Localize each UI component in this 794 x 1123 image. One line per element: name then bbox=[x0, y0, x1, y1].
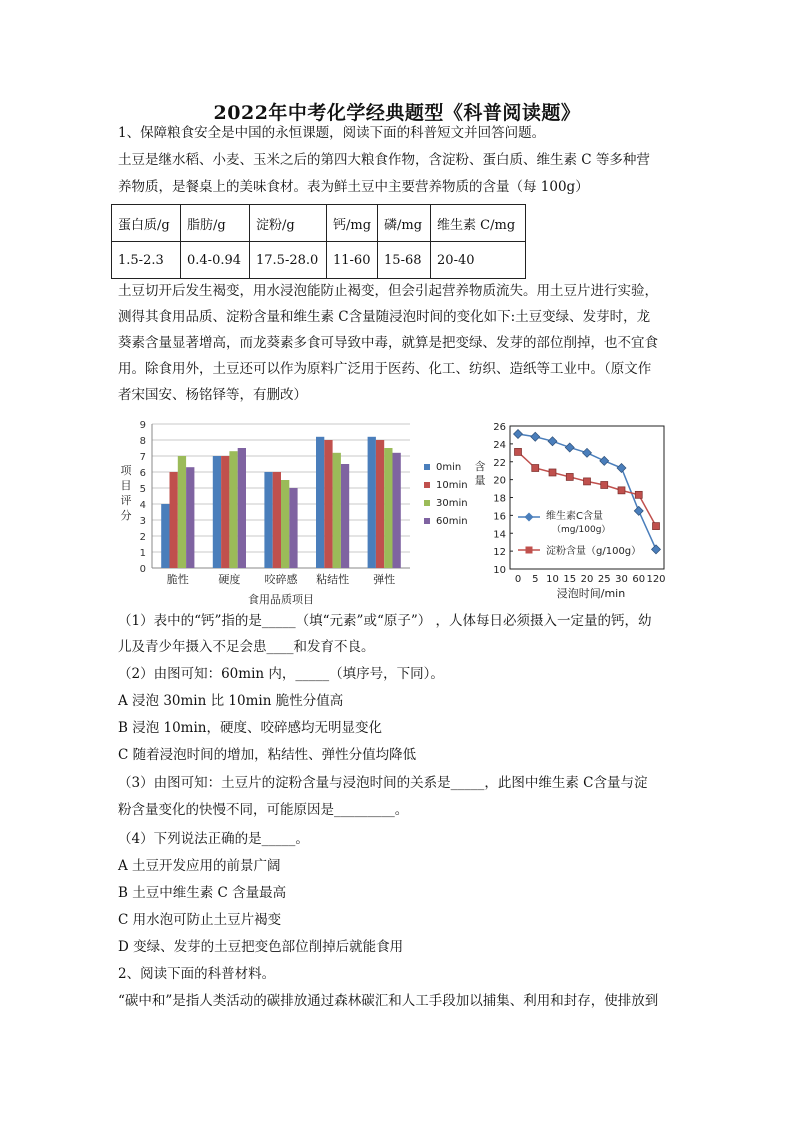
bar bbox=[316, 437, 324, 568]
line-x-tick-label: 0 bbox=[514, 574, 522, 585]
bar-y-axis-label-char: 评 bbox=[120, 494, 132, 507]
bar-y-tick-label: 1 bbox=[139, 548, 146, 559]
table-cell: 17.5-28.0 bbox=[250, 242, 327, 279]
line-point bbox=[634, 506, 643, 515]
bar bbox=[273, 472, 281, 568]
line-legend-marker bbox=[526, 547, 533, 554]
line-x-tick-label: 15 bbox=[563, 574, 577, 585]
line-point bbox=[515, 448, 522, 455]
q1-sub2-option-b: B 浸泡 10min，硬度、咬碎感均无明显变化 bbox=[118, 720, 382, 736]
table-cell: 11-60 bbox=[327, 242, 378, 279]
bar-chart bbox=[112, 414, 472, 606]
line-point bbox=[601, 481, 608, 488]
bar bbox=[368, 437, 376, 568]
q1-para2-line4: 用。除食用外，土豆还可以作为原料广泛用于医药、化工、纺织、造纸等工业中。（原文作 bbox=[118, 361, 652, 377]
bar bbox=[341, 464, 349, 568]
bar bbox=[229, 451, 237, 568]
q1-sub3-line1: （3）由图可知：土豆片的淀粉含量与浸泡时间的关系是_____，此图中维生素 C含量与淀 bbox=[118, 775, 648, 791]
bar-y-axis-label-char: 项 bbox=[120, 464, 132, 477]
bar bbox=[393, 453, 401, 568]
bar bbox=[376, 440, 384, 568]
line-point bbox=[617, 464, 626, 473]
bar-legend-label: 10min bbox=[436, 480, 468, 491]
bar-legend-swatch bbox=[424, 464, 430, 470]
q1-sub4-option-c: C 用水泡可防止土豆片褐变 bbox=[118, 912, 282, 928]
bar-legend-swatch bbox=[424, 500, 430, 506]
bar-category-label: 粘结性 bbox=[316, 573, 350, 586]
bar bbox=[170, 472, 178, 568]
line-y-tick-label: 22 bbox=[493, 457, 506, 469]
line-point bbox=[584, 478, 591, 485]
q1-sub4-option-d: D 变绿、发芽的土豆把变色部位削掉后就能食用 bbox=[118, 939, 404, 955]
line-x-tick-label: 25 bbox=[597, 574, 611, 585]
bar-y-tick-label: 2 bbox=[139, 532, 146, 543]
q1-sub1-line1: （1）表中的“钙”指的是_____（填“元素”或“原子”） ，人体每日必须摄入一定量的钙，幼 bbox=[118, 613, 652, 629]
bar-legend-swatch bbox=[424, 482, 430, 488]
line-x-tick-label: 120 bbox=[646, 574, 666, 585]
line-y-tick-label: 18 bbox=[493, 493, 506, 505]
bar bbox=[333, 453, 341, 568]
bar-legend-label: 30min bbox=[436, 498, 468, 509]
line-legend-marker bbox=[525, 513, 534, 522]
q1-para2-line1: 土豆切开后发生褐变，用水浸泡能防止褐变，但会引起营养物质流失。用土豆片进行实验， bbox=[118, 283, 658, 299]
bar bbox=[213, 456, 221, 568]
table-header-row bbox=[112, 205, 526, 242]
line-y-tick-label: 16 bbox=[493, 511, 506, 523]
line-point bbox=[618, 487, 625, 494]
line-x-axis-label: 浸泡时间/min bbox=[556, 587, 626, 600]
bar bbox=[289, 488, 297, 568]
nutrition-table bbox=[111, 204, 526, 279]
bar-y-tick-label: 4 bbox=[139, 500, 146, 511]
line-y-tick-label: 12 bbox=[493, 547, 506, 559]
q1-sub2-option-c: C 随着浸泡时间的增加，粘结性、弹性分值均降低 bbox=[118, 747, 417, 763]
line-y-tick-label: 20 bbox=[493, 475, 506, 487]
bar-y-tick-label: 9 bbox=[139, 420, 146, 431]
bar bbox=[221, 456, 229, 568]
line-point bbox=[548, 437, 557, 446]
line-point bbox=[532, 465, 539, 472]
bar-y-tick-label: 8 bbox=[139, 436, 146, 447]
q1-sub4: （4）下列说法正确的是_____。 bbox=[118, 831, 309, 847]
line-y-tick-label: 10 bbox=[493, 565, 506, 576]
q1-para2-line5: 者宋国安、杨铭铎等，有删改） bbox=[118, 387, 307, 403]
line-x-tick-label: 60 bbox=[632, 574, 646, 585]
bar bbox=[281, 480, 289, 568]
line-legend-unit: （mg/100g） bbox=[552, 525, 611, 535]
line-point bbox=[565, 443, 574, 452]
line-y-tick-label: 14 bbox=[493, 529, 506, 541]
bar-legend-label: 60min bbox=[436, 516, 468, 527]
bar-x-axis-label: 食用品质项目 bbox=[248, 593, 314, 606]
bar-y-tick-label: 6 bbox=[139, 468, 146, 479]
bar-category-label: 脆性 bbox=[166, 573, 189, 586]
table-cell: 15-68 bbox=[378, 242, 431, 279]
line-x-tick-label: 30 bbox=[615, 574, 628, 585]
bar-y-axis-label-char: 目 bbox=[120, 479, 132, 492]
q1-para2-line3: 葵素含量显著增高，而龙葵素多食可导致中毒，就算是把变绿、发芽的部位削掉，也不宜食 bbox=[118, 335, 658, 351]
bar bbox=[186, 467, 194, 568]
bar-category-label: 硬度 bbox=[218, 573, 241, 586]
line-x-tick-label: 20 bbox=[580, 574, 594, 585]
line-point bbox=[652, 545, 661, 554]
line-point bbox=[514, 430, 523, 439]
line-point bbox=[635, 491, 642, 498]
bar bbox=[238, 448, 246, 568]
line-chart bbox=[470, 414, 680, 604]
line-legend-label: 维生素C含量 bbox=[546, 511, 603, 522]
q1-intro: 1、保障粮食安全是中国的永恒课题，阅读下面的科普短文并回答问题。 bbox=[118, 125, 546, 141]
table-header-cell: 磷/mg bbox=[378, 205, 431, 242]
q1-sub3-line2: 粉含量变化的快慢不同，可能原因是_________。 bbox=[118, 802, 409, 818]
bar bbox=[384, 448, 392, 568]
bar-y-tick-label: 0 bbox=[139, 564, 146, 575]
bar-category-label: 弹性 bbox=[373, 573, 396, 586]
line-x-tick-label: 10 bbox=[546, 574, 559, 585]
bar-y-axis-label-char: 分 bbox=[120, 509, 132, 522]
bar bbox=[178, 456, 186, 568]
line-x-tick-label: 5 bbox=[532, 574, 539, 585]
table-cell: 0.4-0.94 bbox=[181, 242, 250, 279]
q1-sub1-line2: 儿及青少年摄入不足会患____和发育不良。 bbox=[118, 639, 375, 655]
table-header-cell: 脂肪/g bbox=[181, 205, 250, 242]
bar-legend-swatch bbox=[424, 518, 430, 524]
line-legend-label: 淀粉含量（g/100g） bbox=[546, 546, 642, 557]
bar-y-tick-label: 7 bbox=[139, 452, 146, 463]
table-header-cell: 维生素 C/mg bbox=[431, 205, 526, 242]
bar bbox=[324, 440, 332, 568]
bar-legend-label: 0min bbox=[436, 462, 462, 473]
q2-para1: “碳中和”是指人类活动的碳排放通过森林碳汇和人工手段加以捕集、利用和封存，使排放到 bbox=[118, 993, 659, 1009]
line-point bbox=[566, 473, 573, 480]
line-y-axis-label-char: 量 bbox=[474, 474, 486, 487]
line-point bbox=[583, 448, 592, 457]
q1-sub4-option-a: A 土豆开发应用的前景广阔 bbox=[118, 858, 281, 874]
line-point bbox=[549, 469, 556, 476]
line-point bbox=[653, 523, 660, 530]
q1-para2-line2: 测得其食用品质、淀粉含量和维生素 C含量随浸泡时间的变化如下:土豆变绿、发芽时，龙 bbox=[118, 309, 651, 325]
table-row bbox=[112, 242, 526, 279]
table-cell: 1.5-2.3 bbox=[112, 242, 181, 279]
bar-y-tick-label: 3 bbox=[139, 516, 146, 527]
q1-sub4-option-b: B 土豆中维生素 C 含量最高 bbox=[118, 885, 287, 901]
table-header-cell: 钙/mg bbox=[327, 205, 378, 242]
bar bbox=[264, 472, 272, 568]
q1-para1-line2: 养物质，是餐桌上的美味食材。表为鲜土豆中主要营养物质的含量（每 100g） bbox=[118, 179, 589, 195]
line-y-tick-label: 26 bbox=[493, 422, 506, 433]
bar-category-label: 咬碎感 bbox=[264, 573, 298, 586]
bar-y-tick-label: 5 bbox=[139, 484, 146, 495]
table-cell: 20-40 bbox=[431, 242, 526, 279]
line-y-tick-label: 24 bbox=[493, 439, 506, 451]
q2-intro: 2、阅读下面的科普材料。 bbox=[118, 966, 276, 982]
bar bbox=[161, 504, 169, 568]
line-point bbox=[600, 456, 609, 465]
page-title: 2022年中考化学经典题型《科普阅读题》 bbox=[213, 102, 581, 124]
table-header-cell: 蛋白质/g bbox=[112, 205, 181, 242]
table-header-cell: 淀粉/g bbox=[250, 205, 327, 242]
q1-sub2: （2）由图可知：60min 内，_____（填序号，下同）。 bbox=[118, 666, 444, 682]
q1-sub2-option-a: A 浸泡 30min 比 10min 脆性分值高 bbox=[118, 693, 344, 709]
line-point bbox=[531, 432, 540, 441]
line-y-axis-label-char: 含 bbox=[474, 460, 486, 473]
q1-para1-line1: 土豆是继水稻、小麦、玉米之后的第四大粮食作物，含淀粉、蛋白质、维生素 C 等多种营 bbox=[118, 152, 650, 168]
